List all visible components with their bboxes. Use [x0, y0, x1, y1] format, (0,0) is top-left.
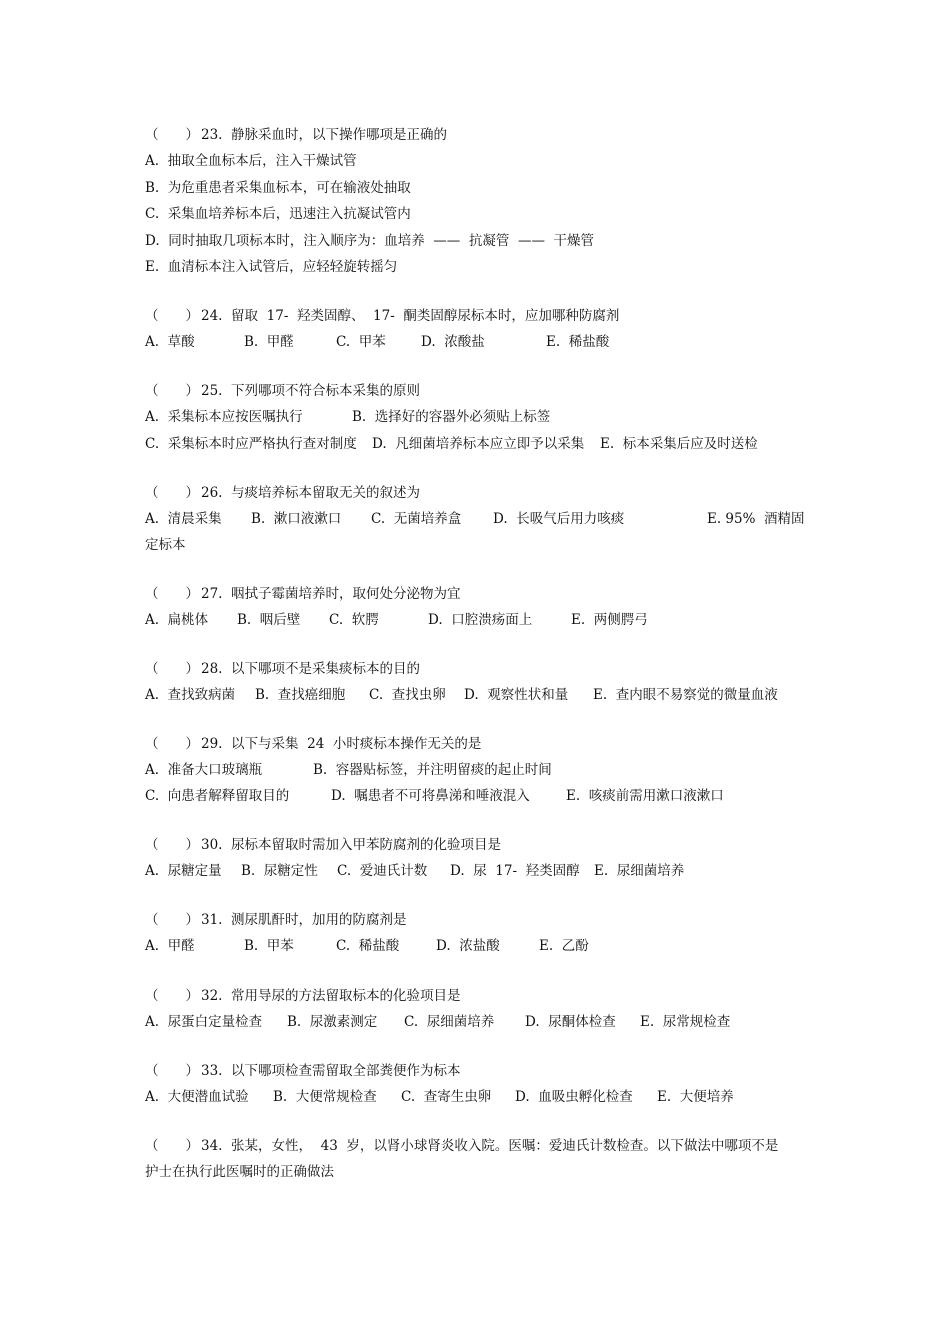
answer-blank: （ ）: [145, 383, 199, 399]
option-b: B. 甲苯: [244, 938, 294, 954]
question-text: 30. 尿标本留取时需加入甲苯防腐剂的化验项目是: [201, 837, 502, 853]
option-line: D. 同时抽取几项标本时，注入顺序为：血培养 —— 抗凝管 —— 干燥管: [145, 233, 595, 249]
question-text: 23. 静脉采血时，以下操作哪项是正确的: [201, 127, 448, 143]
question-text: 29. 以下与采集 24 小时痰标本操作无关的是: [201, 736, 482, 752]
question-text: 25. 下列哪项不符合标本采集的原则: [201, 383, 421, 399]
option-e: E. 尿常规检查: [640, 1014, 731, 1030]
option-b: B. 漱口液漱口: [251, 511, 342, 527]
option-e: E. 标本采集后应及时送检: [600, 436, 758, 452]
option-e: E. 查内眼不易察觉的微量血液: [593, 687, 778, 703]
option-b: B. 尿激素测定: [287, 1014, 378, 1030]
question-34-stem: [145, 1137, 805, 1155]
option-c: C. 软腭: [329, 612, 379, 628]
option-c: C. 尿细菌培养: [404, 1014, 495, 1030]
option-d: D. 凡细菌培养标本应立即予以采集: [372, 436, 585, 452]
option-c: C. 查寄生虫卵: [401, 1089, 492, 1105]
option-line: A. 抽取全血标本后，注入干燥试管: [145, 153, 357, 169]
option-d: D. 观察性状和量: [464, 687, 569, 703]
option-d: D. 尿 17- 羟类固醇: [450, 863, 580, 879]
question-31-stem: [145, 911, 805, 929]
option-b: B. 选择好的容器外必须贴上标签: [352, 409, 551, 425]
question-text: 33. 以下哪项检查需留取全部粪便作为标本: [201, 1063, 461, 1079]
option-line: E. 血清标本注入试管后，应轻轻旋转摇匀: [145, 259, 398, 275]
question-text: 32. 常用导尿的方法留取标本的化验项目是: [201, 988, 461, 1004]
question-text: 28. 以下哪项不是采集痰标本的目的: [201, 661, 421, 677]
option-a: A. 扁桃体: [145, 612, 209, 628]
answer-blank: （ ）: [145, 586, 199, 602]
question-23-stem: [145, 126, 805, 144]
option-a: A. 尿糖定量: [145, 863, 222, 879]
question-26-stem: [145, 484, 805, 502]
option-d: D. 口腔溃疡面上: [428, 612, 533, 628]
option-b: B. 容器贴标签，并注明留痰的起止时间: [313, 762, 552, 778]
answer-blank: （ ）: [145, 837, 199, 853]
option-d: D. 尿酮体检查: [525, 1014, 616, 1030]
option-a: A. 甲醛: [145, 938, 195, 954]
question-30-stem: [145, 836, 805, 854]
answer-blank: （ ）: [145, 127, 199, 143]
question-27-stem: [145, 585, 805, 603]
question-28-stem: [145, 660, 805, 678]
answer-blank: （ ）: [145, 912, 199, 928]
option-continuation: 定标本: [145, 537, 186, 553]
option-a: A. 草酸: [145, 334, 195, 350]
question-33-stem: [145, 1062, 805, 1080]
option-b: B. 查找癌细胞: [255, 687, 346, 703]
option-a: A. 大便潜血试验: [145, 1089, 249, 1105]
answer-blank: （ ）: [145, 988, 199, 1004]
option-c: C. 查找虫卵: [369, 687, 446, 703]
option-d: D. 血吸虫孵化检查: [515, 1089, 633, 1105]
answer-blank: （ ）: [145, 1063, 199, 1079]
question-text: 27. 咽拭子霉菌培养时，取何处分泌物为宜: [201, 586, 461, 602]
question-continuation: 护士在执行此医嘱时的正确做法: [145, 1164, 334, 1180]
answer-blank: （ ）: [145, 736, 199, 752]
option-b: B. 尿糖定性: [241, 863, 318, 879]
answer-blank: （ ）: [145, 308, 199, 324]
option-d: D. 浓盐酸: [436, 938, 500, 954]
question-text: 26. 与痰培养标本留取无关的叙述为: [201, 485, 421, 501]
option-b: B. 咽后壁: [237, 612, 301, 628]
answer-blank: （ ）: [145, 1138, 199, 1154]
option-a: A. 准备大口玻璃瓶: [145, 762, 263, 778]
option-e: E. 大便培养: [657, 1089, 734, 1105]
question-29-stem: [145, 735, 805, 753]
question-text: 31. 测尿肌酐时，加用的防腐剂是: [201, 912, 407, 928]
option-d: D. 嘱患者不可将鼻涕和唾液混入: [331, 788, 530, 804]
option-line: C. 采集血培养标本后，迅速注入抗凝试管内: [145, 206, 411, 222]
option-c: C. 稀盐酸: [336, 938, 400, 954]
option-a: A. 清晨采集: [145, 511, 222, 527]
option-c: C. 爱迪氏计数: [337, 863, 428, 879]
option-c: C. 采集标本时应严格执行查对制度: [145, 436, 357, 452]
option-c: C. 无菌培养盒: [371, 511, 462, 527]
option-a: A. 尿蛋白定量检查: [145, 1014, 263, 1030]
answer-blank: （ ）: [145, 661, 199, 677]
question-25-stem: [145, 382, 805, 400]
option-a: A. 查找致病菌: [145, 687, 236, 703]
option-d: D. 长吸气后用力咳痰: [493, 511, 625, 527]
question-text: 34. 张某，女性， 43 岁，以肾小球肾炎收入院。医嘱：爱迪氏计数检查。以下做法中哪项不是: [201, 1138, 779, 1154]
question-24-stem: [145, 307, 805, 325]
option-b: B. 甲醛: [244, 334, 294, 350]
question-text: 24. 留取 17- 羟类固醇、 17- 酮类固醇尿标本时，应加哪种防腐剂: [201, 308, 620, 324]
option-e: E. 乙酚: [539, 938, 589, 954]
option-e: E. 两侧腭弓: [571, 612, 648, 628]
option-line: B. 为危重患者采集血标本，可在输液处抽取: [145, 180, 411, 196]
option-e: E. 尿细菌培养: [594, 863, 685, 879]
question-32-stem: [145, 987, 805, 1005]
option-e: E. 咳痰前需用漱口液漱口: [566, 788, 724, 804]
option-e: E. 95% 酒精固: [707, 511, 805, 527]
option-c: C. 向患者解释留取目的: [145, 788, 290, 804]
option-d: D. 浓酸盐: [421, 334, 485, 350]
option-a: A. 采集标本应按医嘱执行: [145, 409, 303, 425]
answer-blank: （ ）: [145, 485, 199, 501]
option-e: E. 稀盐酸: [546, 334, 610, 350]
option-c: C. 甲苯: [336, 334, 386, 350]
option-b: B. 大便常规检查: [273, 1089, 377, 1105]
